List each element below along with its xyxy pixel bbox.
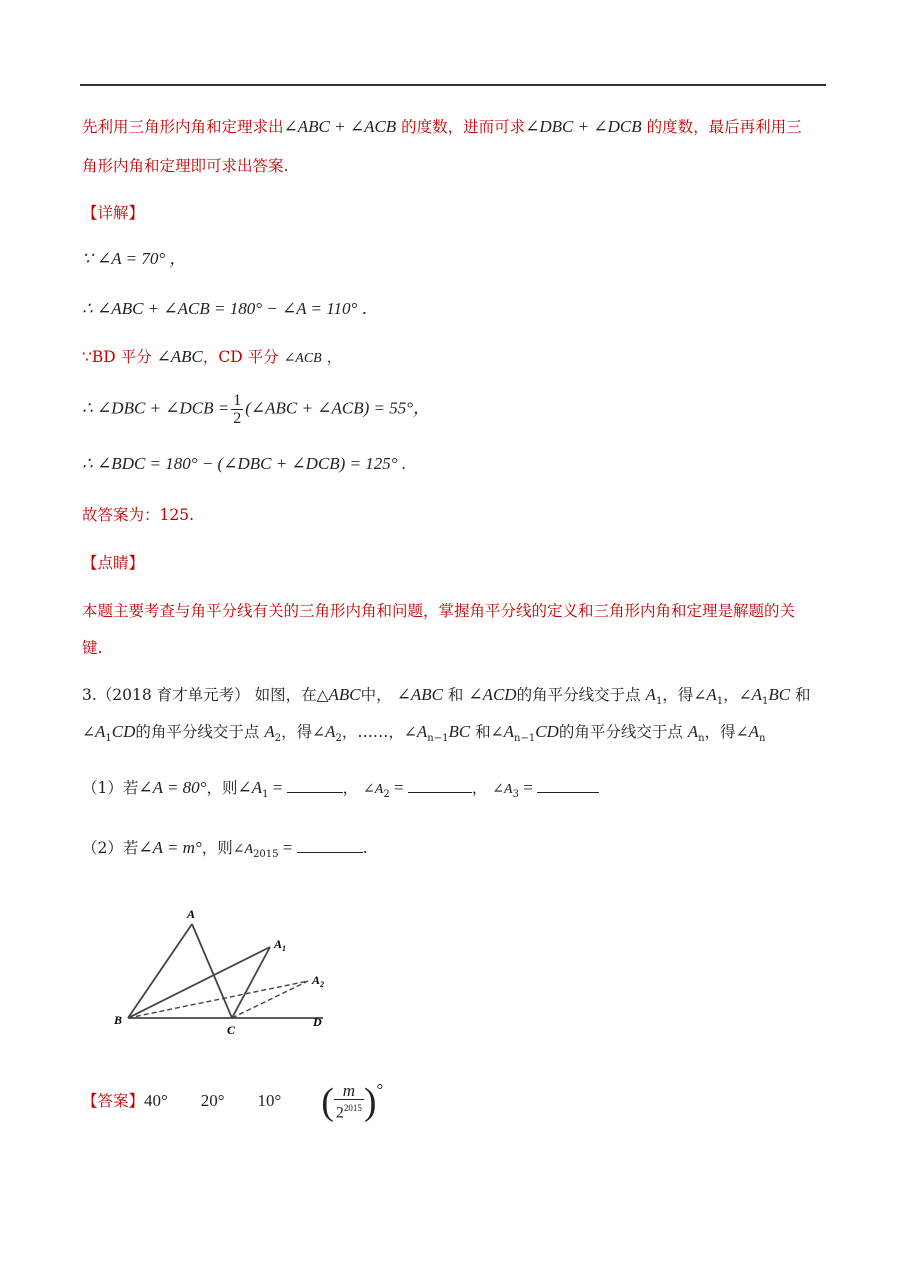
comment-line-1: 本题主要考查与角平分线有关的三角形内角和问题，掌握角平分线的定义和三角形内角和定理是解题的关: [82, 602, 796, 620]
final-answer: 故答案为：125.: [82, 506, 195, 524]
comment-heading: 【点睛】: [82, 554, 145, 572]
answer-label: 【答案】: [82, 1092, 145, 1110]
step-1: ∵ ∠A = 70° ，: [82, 249, 187, 268]
step-4: ∴ ∠DBC + ∠DCB = $\frac{1}{2}$ (∠ABC + ∠ACB) = 55°，: [82, 392, 431, 427]
step-5: ∴ ∠BDC = 180° − (∠DBC + ∠DCB) = 125° .: [82, 454, 407, 473]
label-B: B: [114, 1013, 123, 1027]
header-rule: [80, 84, 826, 86]
step-3: ∵BD 平分 ∠ABC，CD 平分 ∠ACB ，: [82, 347, 343, 366]
detail-heading: 【详解】: [82, 204, 145, 222]
blank-a1[interactable]: [287, 778, 343, 793]
analysis-line-2: 角形内角和定理即可求出答案.: [82, 157, 289, 175]
segment-AC: [192, 924, 232, 1018]
answer-line: 【答案】40° 20° 10° ( $\frac{m}{2^{2015}}$ )°: [82, 1080, 384, 1123]
label-A: A: [187, 907, 196, 921]
segment-CA2: [232, 981, 308, 1018]
label-C: C: [227, 1023, 236, 1037]
label-A2: $A_2$: [312, 973, 325, 989]
question-part-1: （1）若∠A = 80°，则$\angle A_1$ = ， $\angle A_2$ = ， $\angle A_3$ =: [82, 778, 599, 805]
answer-fraction: ( $\frac{m}{2^{2015}}$ )°: [321, 1080, 384, 1123]
fraction-half: $\frac{1}{2}$: [233, 392, 242, 427]
label-A1: $A_1$: [274, 937, 287, 953]
analysis-line-1: 先利用三角形内角和定理求出∠ABC + ∠ACB 的度数，进而可求∠DBC + ∠DCB 的度数，最后再利用三: [82, 117, 802, 136]
step-2: ∴ ∠ABC + ∠ACB = 180° − ∠A = 110° ．: [82, 299, 379, 318]
segment-CA1: [232, 947, 270, 1018]
label-D: D: [313, 1015, 322, 1029]
question-line-2: $\angle A_1CD$的角平分线交于点 $A_2$，得$\angle A_2$，……，$\angle A_{n-1}BC$ 和$\angle A_{n-1}CD$的角平分线交于点 $A_n$，得$\angle A_n$: [82, 722, 766, 745]
blank-a2[interactable]: [408, 778, 472, 793]
comment-line-2: 键.: [82, 639, 103, 657]
segment-BA1: [128, 947, 270, 1018]
segment-BA: [128, 924, 192, 1018]
question-part-2: （2）若∠A = m°，则$\angle A_{2015}$ = .: [82, 838, 368, 861]
blank-a2015[interactable]: [297, 838, 363, 853]
question-line-1: 3.（2018 育才单元考） 如图，在△ABC中， ∠ABC 和 ∠ACD的角平分线交于点 $A_1$，得$\angle A_1$，$\angle A_1BC$ 和: [82, 685, 811, 708]
blank-a3[interactable]: [537, 778, 599, 793]
triangle-figure: [108, 900, 348, 1050]
